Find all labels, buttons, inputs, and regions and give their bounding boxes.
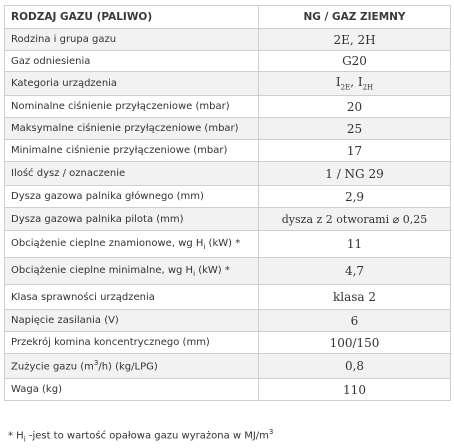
table-row bbox=[5, 379, 451, 401]
table-row bbox=[5, 118, 451, 140]
table-header-row bbox=[5, 6, 451, 29]
row-value: 1 / NG 29 bbox=[259, 162, 451, 186]
row-label: Gaz odniesienia bbox=[5, 51, 259, 72]
row-label: Maksymalne ciśnienie przyłączeniowe (mbar) bbox=[5, 118, 259, 140]
row-label: Nominalne ciśnienie przyłączeniowe (mbar) bbox=[5, 96, 259, 118]
table-row bbox=[5, 258, 451, 285]
row-label: Dysza gazowa palnika pilota (mm) bbox=[5, 208, 259, 231]
table-row bbox=[5, 332, 451, 354]
header-gas-type: RODZAJ GAZU (PALIWO) bbox=[5, 6, 259, 29]
table-row bbox=[5, 231, 451, 258]
row-label: Klasa sprawności urządzenia bbox=[5, 285, 259, 310]
row-label: Waga (kg) bbox=[5, 379, 259, 401]
row-value: 11 bbox=[259, 231, 451, 258]
footnote: * $H_i$ -jest to wartość opałowa gazu wyrażona w $MJ/m^3$ bbox=[8, 428, 274, 444]
row-label: Dysza gazowa palnika głównego (mm) bbox=[5, 186, 259, 208]
row-value: 100/150 bbox=[259, 332, 451, 354]
table-row bbox=[5, 310, 451, 332]
table-row bbox=[5, 140, 451, 162]
row-label: Zużycie gazu $(m^3/h)$ (kg/LPG) bbox=[5, 354, 259, 379]
table-row bbox=[5, 51, 451, 72]
header-gas-name: NG / GAZ ZIEMNY bbox=[259, 6, 451, 29]
row-value: 4,7 bbox=[259, 258, 451, 285]
gas-spec-table bbox=[4, 5, 451, 401]
row-label: Napięcie zasilania (V) bbox=[5, 310, 259, 332]
row-value: 0,8 bbox=[259, 354, 451, 379]
row-value: klasa 2 bbox=[259, 285, 451, 310]
table-row bbox=[5, 96, 451, 118]
row-value: 2E, 2H bbox=[259, 29, 451, 51]
table-row bbox=[5, 29, 451, 51]
table-row bbox=[5, 72, 451, 96]
row-value: 20 bbox=[259, 96, 451, 118]
row-label: Obciążenie cieplne znamionowe, wg $H_i$ (kW) * bbox=[5, 231, 259, 258]
table-row bbox=[5, 162, 451, 186]
row-label: Ilość dysz / oznaczenie bbox=[5, 162, 259, 186]
row-value: 2,9 bbox=[259, 186, 451, 208]
table-row bbox=[5, 354, 451, 379]
row-label: Obciążenie cieplne minimalne, wg $H_i$ (kW) * bbox=[5, 258, 259, 285]
row-value: 110 bbox=[259, 379, 451, 401]
row-value: $I_{2E}$, $I_{2H}$ bbox=[259, 72, 451, 96]
row-label: Rodzina i grupa gazu bbox=[5, 29, 259, 51]
row-value: dysza z 2 otworami ⌀ 0,25 bbox=[259, 208, 451, 231]
table-row bbox=[5, 186, 451, 208]
row-value: G20 bbox=[259, 51, 451, 72]
row-value: 17 bbox=[259, 140, 451, 162]
table-row bbox=[5, 208, 451, 231]
row-value: 6 bbox=[259, 310, 451, 332]
row-label: Przekrój komina koncentrycznego (mm) bbox=[5, 332, 259, 354]
row-label: Kategoria urządzenia bbox=[5, 72, 259, 96]
row-label: Minimalne ciśnienie przyłączeniowe (mbar) bbox=[5, 140, 259, 162]
row-value: 25 bbox=[259, 118, 451, 140]
table-row bbox=[5, 285, 451, 310]
